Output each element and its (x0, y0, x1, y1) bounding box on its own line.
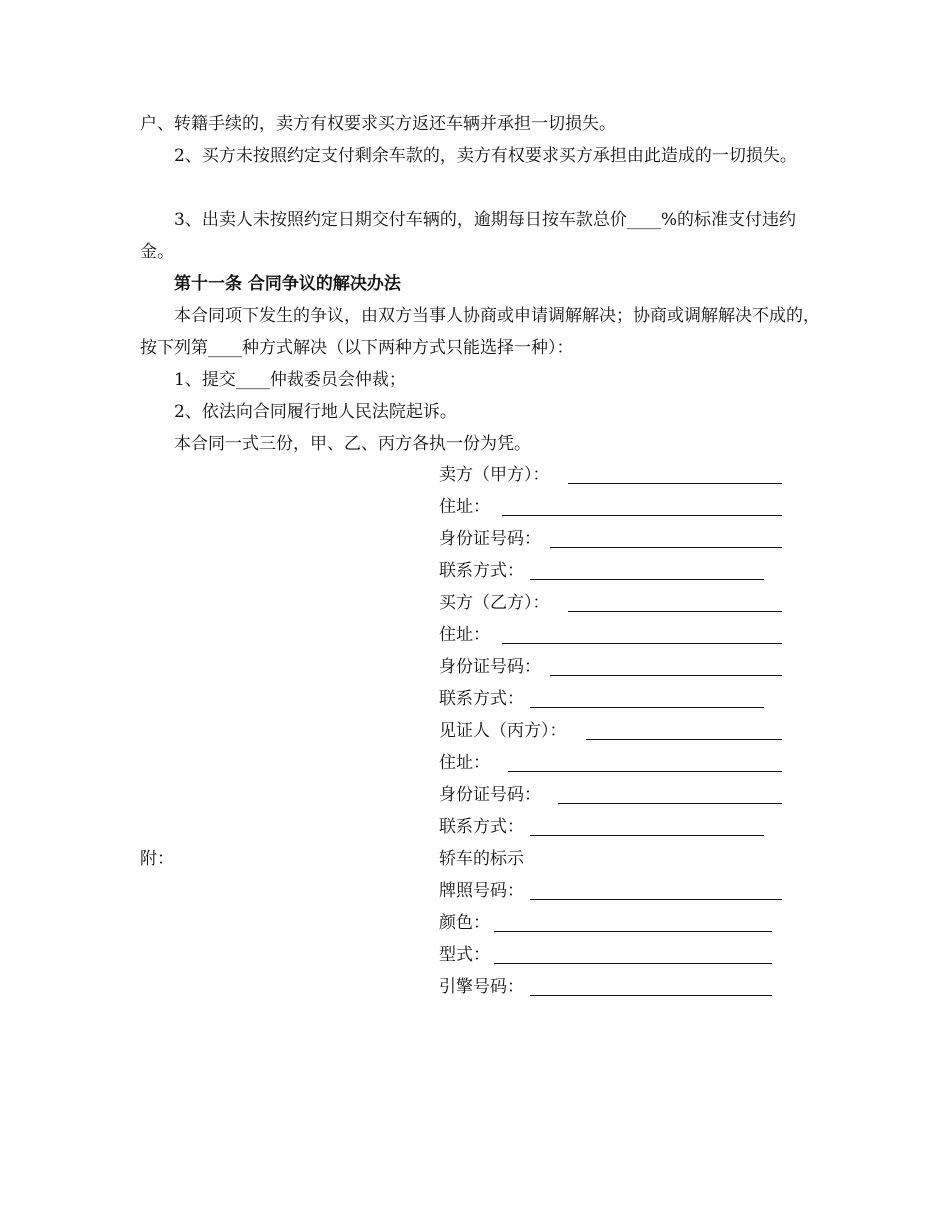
paragraph-4 (140, 300, 820, 364)
article-11-heading: 第十一条 合同争议的解决办法 (174, 274, 401, 294)
engine-field (439, 975, 524, 999)
witness-address-blank-line (508, 771, 782, 772)
seller-id-blank-line (550, 547, 782, 548)
appendix-label: 附： (140, 849, 174, 869)
witness-label: 见证人（丙方）： (439, 721, 567, 741)
penalty-rate-blank: ____ (626, 210, 661, 230)
seller-blank-line (568, 483, 782, 484)
paragraph-7: 本合同一式三份，甲、乙、丙方各执一份为凭。 (174, 434, 531, 454)
seller-address-field (439, 495, 490, 519)
buyer-blank-line (568, 611, 782, 612)
appendix-title: 轿车的标示 (439, 849, 524, 869)
color-field (439, 911, 490, 935)
arbitration-committee-blank: ____ (235, 370, 270, 390)
witness-field (439, 719, 567, 743)
plate-field (439, 879, 524, 903)
seller-id-label: 身份证号码： (439, 529, 541, 549)
buyer-id-label: 身份证号码： (439, 657, 541, 677)
seller-field (439, 463, 550, 487)
paragraph-3-text-b: %的标准支付违约金。 (140, 210, 796, 262)
seller-address-blank-line (502, 515, 782, 516)
paragraph-3 (140, 204, 820, 268)
paragraph-6: 2、依法向合同履行地人民法院起诉。 (174, 402, 457, 422)
buyer-address-label: 住址： (439, 625, 490, 645)
paragraph-5 (140, 364, 820, 396)
witness-address-label: 住址： (439, 753, 490, 773)
witness-id-label: 身份证号码： (439, 785, 541, 805)
buyer-label: 买方（乙方）： (439, 593, 550, 613)
plate-label: 牌照号码： (439, 881, 524, 901)
paragraph-5-text-a: 1、提交 (174, 370, 236, 390)
model-blank-line (494, 963, 772, 964)
seller-contact-field (439, 559, 524, 583)
buyer-contact-label: 联系方式： (439, 689, 524, 709)
buyer-id-field (439, 655, 541, 679)
witness-contact-label: 联系方式： (439, 817, 524, 837)
witness-contact-field (439, 815, 524, 839)
witness-address-field (439, 751, 490, 775)
seller-contact-label: 联系方式： (439, 561, 524, 581)
plate-blank-line (530, 899, 782, 900)
paragraph-3-text-a: 3、出卖人未按照约定日期交付车辆的，逾期每日按车款总价 (174, 210, 627, 230)
paragraph-4-text-a: 本合同项下发生的争议，由双方当事人协商或申请调解解决；协商或调解解决不成的，按下列第 (140, 306, 820, 358)
witness-blank-line (586, 739, 782, 740)
engine-blank-line (530, 995, 772, 996)
model-field (439, 943, 490, 967)
color-blank-line (494, 931, 772, 932)
buyer-contact-field (439, 687, 524, 711)
buyer-id-blank-line (550, 675, 782, 676)
witness-id-blank-line (558, 803, 782, 804)
seller-address-label: 住址： (439, 497, 490, 517)
color-label: 颜色： (439, 913, 490, 933)
buyer-address-field (439, 623, 490, 647)
model-label: 型式： (439, 945, 490, 965)
paragraph-4-text-b: 种方式解决（以下两种方式只能选择一种）： (242, 338, 574, 358)
engine-label: 引擎号码： (439, 977, 524, 997)
seller-label: 卖方（甲方）： (439, 465, 550, 485)
witness-id-field (439, 783, 541, 807)
resolution-method-blank: ____ (208, 338, 242, 358)
buyer-field (439, 591, 550, 615)
paragraph-5-text-b: 仲裁委员会仲裁； (269, 370, 406, 390)
seller-id-field (439, 527, 541, 551)
paragraph-2: 2、买方未按照约定支付剩余车款的，卖方有权要求买方承担由此造成的一切损失。 (174, 146, 797, 166)
paragraph-1: 户、转籍手续的，卖方有权要求买方返还车辆并承担一切损失。 (140, 114, 616, 134)
buyer-contact-blank-line (530, 707, 764, 708)
seller-contact-blank-line (530, 579, 764, 580)
buyer-address-blank-line (502, 643, 782, 644)
witness-contact-blank-line (530, 835, 764, 836)
